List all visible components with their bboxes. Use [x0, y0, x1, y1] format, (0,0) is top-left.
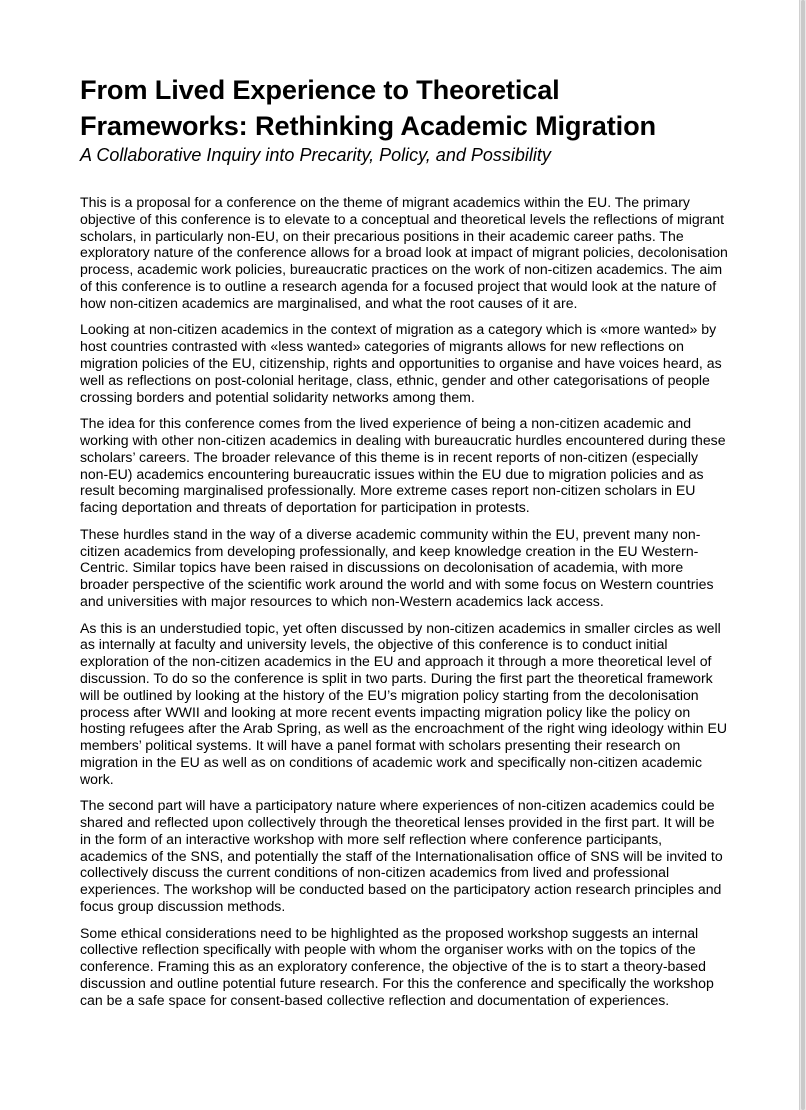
paragraph-ethics: Some ethical considerations need to be highlighted as the proposed workshop suggests an internal collective reflection specifically with people with whom the organiser works with on the topics of the conference. Framing this as an exploratory conference, the objective of the is to start a theory-based discussion and outline potential future research. For this the conference and specifically the workshop can be a safe space for consent-based collective reflection and documentation of experiences. [80, 924, 714, 1008]
document-subtitle: A Collaborative Inquiry into Precarity, Policy, and Possibility [80, 145, 551, 165]
paragraph-second-part: The second part will have a participatory nature where experiences of non-citizen academics could be shared and reflected upon collectively through the theoretical lenses provided in the first part. It will be in the form of an interactive workshop with more self reflection where conference participants, academics of the SNS, and potentially the staff of the Internationalisation office of SNS will be invited to collectively discuss the current conditions of non-citizen academics from lived and professional experiences. The workshop will be conducted based on the participatory action research principles and focus group discussion methods. [80, 797, 723, 915]
paragraph-migration-context: Looking at non-citizen academics in the context of migration as a category which is «more wanted» by host countries contrasted with «less wanted» categories of migrants allows for new reflections on migration policies of the EU, citizenship, rights and opportunities to organise and have voices heard, as well as reflections on post-colonial heritage, class, ethnic, gender and other categorisations of people crossing borders and potential solidarity networks among them. [80, 321, 722, 405]
title-line-1: From Lived Experience to Theoretical [80, 74, 560, 105]
paragraph-hurdles: These hurdles stand in the way of a diverse academic community within the EU, prevent many non-citizen academics from developing professionally, and keep knowledge creation in the EU Western-Centric. Similar topics have been raised in discussions on decolonisation of academia, with more broader perspective of the scientific work around the world and with some focus on Western countries and universities with major resources to which non-Western academics lack access. [80, 525, 714, 609]
title-line-2: Frameworks: Rethinking Academic Migration [80, 110, 656, 141]
paragraph-first-part: As this is an understudied topic, yet often discussed by non-citizen academics in smaller circles as well as internally at faculty and university levels, the objective of this conference is to conduct initial exploration of the non-citizen academics in the EU and approach it through a more theoretical level of discussion. To do so the conference is split in two parts. During the first part the theoretical framework will be outlined by looking at the history of the EU’s migration policy starting from the decolonisation process after WWII and looking at more recent events impacting migration policy like the policy on hosting refugees after the Arab Spring, as well as the encroachment of the right wing ideology within EU members’ political systems. It will have a panel format with scholars presenting their research on migration in the EU as well as on conditions of academic work and specifically non-citizen academic work. [80, 619, 728, 787]
document-body [80, 194, 728, 1009]
paragraph-intro: This is a proposal for a conference on the theme of migrant academics within the EU. The primary objective of this conference is to elevate to a conceptual and theoretical levels the reflections of migrant scholars, in particularly non-EU, on their precarious positions in their academic career paths. The exploratory nature of the conference allows for a broad look at impact of migrant policies, decolonisation process, academic work policies, bureaucratic practices on the work of non-citizen academics. The aim of this conference is to outline a research agenda for a focused project that would look at the nature of how non-citizen academics are marginalised, and what the root causes of it are. [80, 194, 728, 311]
scrollbar-thumb[interactable] [801, 0, 805, 1110]
document-title [80, 72, 728, 144]
paragraph-origin-of-idea: The idea for this conference comes from the lived experience of being a non-citizen academic and working with other non-citizen academics in dealing with bureaucratic hurdles encountered during these scholars’ careers. The broader relevance of this theme is in recent reports of non-citizen (especially non-EU) academics encountering bureaucratic issues within the EU due to migration policies and as result becoming marginalised professionally. More extreme cases report non-citizen scholars in EU facing deportation and threats of deportation for participation in protests. [80, 415, 726, 516]
document-content [80, 72, 728, 1018]
vertical-scrollbar[interactable] [800, 0, 806, 1110]
